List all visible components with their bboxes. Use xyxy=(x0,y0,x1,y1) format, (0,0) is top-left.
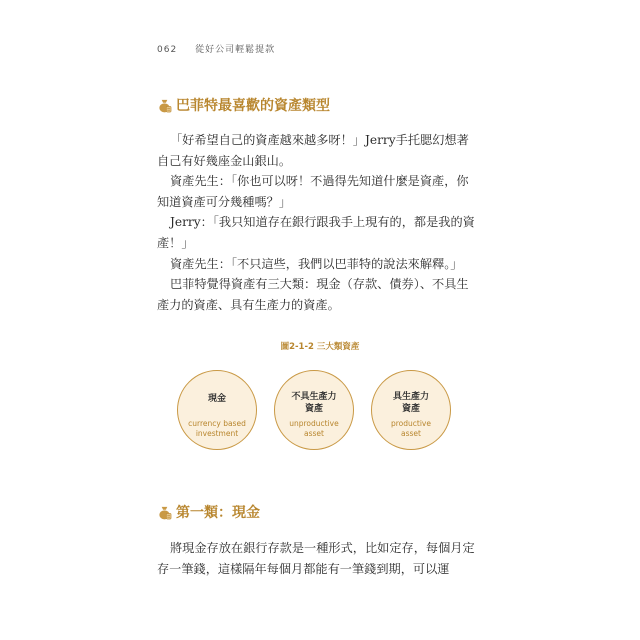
running-head xyxy=(157,42,275,55)
circle-label: 現金 xyxy=(207,394,226,404)
section2-body xyxy=(157,538,475,579)
paragraph: 巴菲特覺得資產有三大類：現金（存款、債券）、不具生產力的資產、具有生產力的資產。 xyxy=(157,277,469,312)
page-number: 062 xyxy=(157,45,178,55)
circle-sublabel: productive asset xyxy=(391,419,431,438)
paragraph: 將現金存放在銀行存款是一種形式，比如定存，每個月定存一筆錢，這樣隔年每個月都能有一筆錢到期，可以運 xyxy=(157,541,475,576)
paragraph: 資產先生：「你也可以呀！不過得先知道什麼是資產，你知道資產可分幾種嗎？」 xyxy=(157,174,469,209)
asset-circle-productive xyxy=(371,370,451,450)
paragraph: 資產先生：「不只這些，我們以巴菲特的說法來解釋。」 xyxy=(170,256,463,271)
section-title-2: 第一類：現金 xyxy=(176,505,260,521)
asset-circle-cash xyxy=(177,370,257,450)
section-heading-2 xyxy=(157,502,260,522)
circle-sublabel: unproductive asset xyxy=(289,419,339,438)
circle-label: 不具生產力 資產 xyxy=(291,392,337,414)
paragraph: 「好希望自己的資產越來越多呀！」Jerry手托腮幻想著自己有好幾座金山銀山。 xyxy=(157,133,469,168)
circle-label: 具生產力 資產 xyxy=(392,392,429,414)
section-title-1: 巴菲特最喜歡的資產類型 xyxy=(176,98,330,114)
asset-circle-unproductive xyxy=(274,370,354,450)
section1-body xyxy=(157,130,475,315)
figure-title: 圖2-1-2 三大類資產 xyxy=(280,342,360,352)
section-heading-1 xyxy=(157,95,330,115)
circle-sublabel: currency based investment xyxy=(188,419,246,438)
money-bag-icon xyxy=(157,505,172,520)
book-title: 從好公司輕鬆提款 xyxy=(195,45,276,55)
paragraph: Jerry：「我只知道存在銀行跟我手上現有的，都是我的資產！」 xyxy=(157,215,475,250)
money-bag-icon xyxy=(157,98,172,113)
